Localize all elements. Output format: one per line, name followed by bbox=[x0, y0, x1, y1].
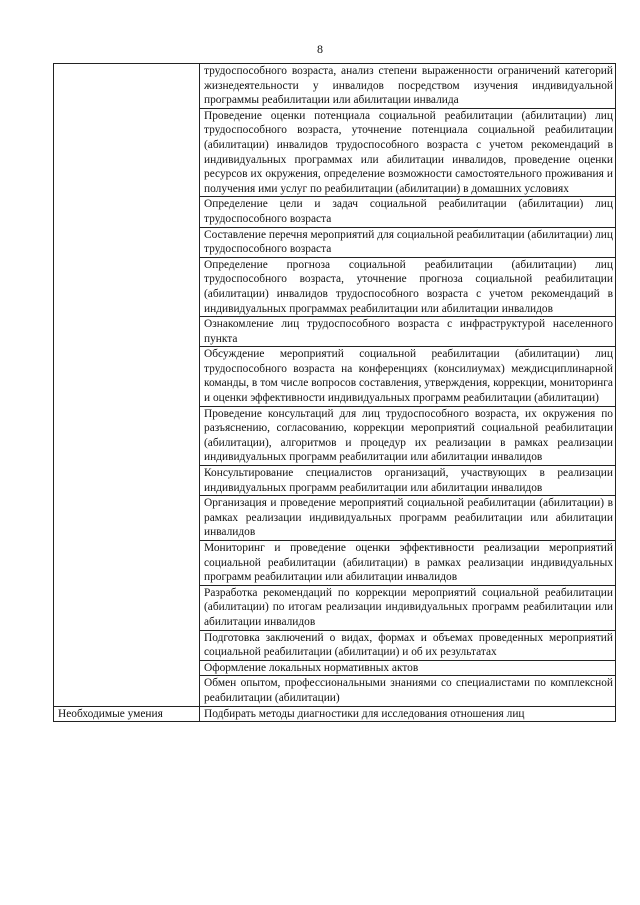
action-cell bbox=[200, 706, 616, 722]
action-cell bbox=[200, 496, 616, 541]
action-text: Оформление локальных нормативных актов bbox=[204, 661, 419, 674]
action-cell bbox=[200, 541, 616, 586]
action-text: Организация и проведение мероприятий социальной реабилитации (абилитации) в рамках реализации индивидуальных программ реабилитации или абилитации инвалидов bbox=[204, 497, 613, 539]
action-text: Определение цели и задач социальной реабилитации (абилитации) лиц трудоспособного возраста bbox=[204, 198, 613, 225]
table-row bbox=[54, 64, 616, 109]
row-label: Необходимые умения bbox=[58, 707, 163, 720]
row-label-cell bbox=[54, 64, 200, 707]
action-cell bbox=[200, 466, 616, 496]
action-cell bbox=[200, 630, 616, 660]
action-cell bbox=[200, 585, 616, 630]
row-label-cell bbox=[54, 706, 200, 722]
action-cell bbox=[200, 64, 616, 109]
action-text: Ознакомление лиц трудоспособного возраста с инфраструктурой населенного пункта bbox=[204, 318, 613, 345]
action-text: трудоспособного возраста, анализ степени выраженности ограничений категорий жизнедеятельности у инвалидов посредством изучения индивидуальной программы реабилитации или абилитации инвалида bbox=[204, 65, 613, 107]
action-text: Составление перечня мероприятий для социальной реабилитации (абилитации) лиц трудоспособного возраста bbox=[204, 228, 613, 256]
action-text: Обсуждение мероприятий социальной реабилитации (абилитации) лиц трудоспособного возраста на конференциях (консилиумах) междисциплинарной команды, в том числе вопросов составления, утверждения, коррекции, мониторинга и оценки эффективности индивидуальных программ реабилитации (абилитации) bbox=[204, 348, 613, 405]
action-text: Мониторинг и проведение оценки эффективности реализации мероприятий социальной реабилитации (абилитации) в рамках реализации индивидуальных программ реабилитации или абилитации инвалидов bbox=[204, 542, 613, 584]
action-text: Подготовка заключений о видах, формах и объемах проведенных мероприятий социальной реабилитации (абилитации) и об их результатах bbox=[204, 631, 613, 659]
action-text: Консультирование специалистов организаций, участвующих в реализации индивидуальных программ реабилитации или абилитации инвалидов bbox=[204, 467, 613, 494]
action-cell bbox=[200, 317, 616, 347]
action-cell bbox=[200, 406, 616, 465]
action-cell bbox=[200, 227, 616, 257]
page-number: 8 bbox=[317, 42, 323, 56]
action-cell bbox=[200, 676, 616, 706]
action-cell bbox=[200, 108, 616, 197]
action-text: Обмен опытом, профессиональными знаниями со специалистами по комплексной реабилитации (абилитации) bbox=[204, 677, 613, 704]
action-cell bbox=[200, 347, 616, 406]
action-text: Проведение оценки потенциала социальной реабилитации (абилитации) лиц трудоспособного возраста, уточнение потенциала социальной реабилитации (абилитации) инвалидов трудоспособного возраста с учетом рекомендаций в индивидуальных программах или абилитации инвалидов, проведение оценки ресурсов их окружения, определение возможности самостоятельного проживания и получения ими услуг по реабилитации (абилитации) в домашних условиях bbox=[204, 109, 613, 195]
action-cell bbox=[200, 257, 616, 316]
action-cell bbox=[200, 197, 616, 227]
action-cell bbox=[200, 660, 616, 676]
action-text: Проведение консультаций для лиц трудоспособного возраста, их окружения по разъяснению, согласованию, коррекции мероприятий социальной реабилитации (абилитации), алгоритмов и процедур их реализации в рамках реализации индивидуальных программ реабилитации или абилитации инвалидов bbox=[204, 407, 613, 464]
action-text: Разработка рекомендаций по коррекции мероприятий социальной реабилитации (абилитации) по итогам реализации индивидуальных программ реабилитации или абилитации инвалидов bbox=[204, 586, 613, 628]
action-text: Подбирать методы диагностики для исследования отношения лиц bbox=[204, 707, 525, 720]
table-row bbox=[54, 706, 616, 722]
competency-table bbox=[53, 63, 616, 722]
action-text: Определение прогноза социальной реабилитации (абилитации) лиц трудоспособного возраста, уточнение прогноза социальной реабилитации (абилитации) инвалидов трудоспособного возраста с учетом рекомендаций в индивидуальных программах реабилитации или абилитации инвалидов bbox=[204, 258, 613, 315]
